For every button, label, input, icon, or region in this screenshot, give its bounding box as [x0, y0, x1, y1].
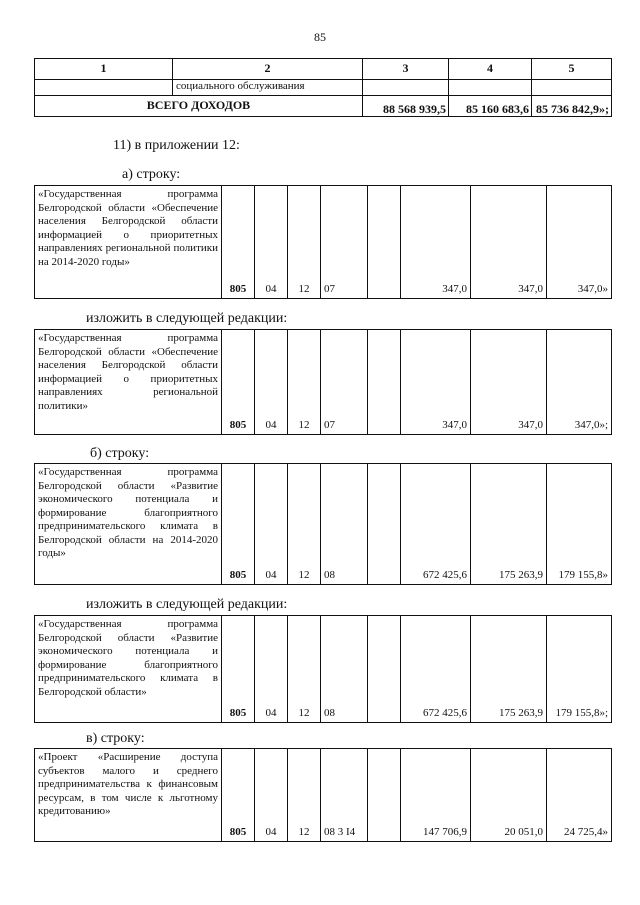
item-c-table — [34, 748, 612, 842]
code-subsection: 12 — [288, 616, 321, 723]
program-name: «Государственная программа Белгородской области «Развитие экономического потенциала и формирование благоприятного предпринимательского климата в Белгородской области» — [35, 616, 222, 723]
value-year-2: 175 263,9 — [471, 464, 547, 585]
program-name: «Государственная программа Белгородской области «Обеспечение населения Белгородской области информацией о приоритетных направлениях региональной политики» — [35, 330, 222, 435]
value-year-3: 347,0»; — [547, 330, 612, 435]
item-a-new-heading: изложить в следующей редакции: — [86, 311, 288, 326]
summary-table — [34, 58, 612, 117]
code-target: 08 — [321, 616, 368, 723]
code-ministry: 805 — [222, 749, 255, 842]
value-year-3: 24 725,4» — [547, 749, 612, 842]
program-name: «Государственная программа Белгородской области «Развитие экономического потенциала и формирование благоприятного предпринимательского климата в Белгородской области на 2014-2020 годы» — [35, 464, 222, 585]
code-section: 04 — [255, 749, 288, 842]
value-year-2: 347,0 — [471, 330, 547, 435]
value-year-2: 175 263,9 — [471, 616, 547, 723]
code-expense-type — [368, 330, 401, 435]
value-year-1: 347,0 — [401, 186, 471, 299]
header-col-2: 2 — [173, 59, 363, 80]
header-col-1: 1 — [35, 59, 173, 80]
code-ministry: 805 — [222, 616, 255, 723]
code-expense-type — [368, 616, 401, 723]
item-b-new-table — [34, 615, 612, 723]
value-year-3: 179 155,8» — [547, 464, 612, 585]
item-a-row — [35, 186, 612, 299]
item-c-row — [35, 749, 612, 842]
total-value-3: 85 736 842,9»; — [532, 96, 612, 117]
item-11-heading: 11) в приложении 12: — [113, 138, 240, 153]
code-subsection: 12 — [288, 186, 321, 299]
program-name: «Проект «Расширение доступа субъектов малого и среднего предпринимательства к финансовым ресурсам, в том числе к льготному кредитованию» — [35, 749, 222, 842]
header-col-4: 4 — [449, 59, 532, 80]
code-expense-type — [368, 749, 401, 842]
value-year-3: 179 155,8»; — [547, 616, 612, 723]
total-label: ВСЕГО ДОХОДОВ — [35, 96, 363, 117]
value-year-1: 672 425,6 — [401, 616, 471, 723]
header-col-5: 5 — [532, 59, 612, 80]
social-service-label: социального обслуживания — [173, 80, 363, 96]
item-a-new-row — [35, 330, 612, 435]
code-ministry: 805 — [222, 186, 255, 299]
code-section: 04 — [255, 464, 288, 585]
page-number: 85 — [314, 30, 326, 44]
item-a-heading: а) строку: — [122, 167, 181, 182]
value-year-2: 20 051,0 — [471, 749, 547, 842]
code-ministry: 805 — [222, 330, 255, 435]
code-target: 07 — [321, 330, 368, 435]
item-a-table — [34, 185, 612, 299]
item-b-table — [34, 463, 612, 585]
code-subsection: 12 — [288, 749, 321, 842]
summary-header-row — [35, 59, 612, 80]
item-a-new-table — [34, 329, 612, 435]
summary-row-social — [35, 80, 612, 96]
value-year-2: 347,0 — [471, 186, 547, 299]
item-b-row — [35, 464, 612, 585]
code-target: 07 — [321, 186, 368, 299]
total-value-1: 88 568 939,5 — [363, 96, 449, 117]
code-expense-type — [368, 464, 401, 585]
value-year-1: 672 425,6 — [401, 464, 471, 585]
code-section: 04 — [255, 330, 288, 435]
total-value-2: 85 160 683,6 — [449, 96, 532, 117]
value-year-1: 347,0 — [401, 330, 471, 435]
program-name: «Государственная программа Белгородской области «Обеспечение населения Белгородской области информацией о приоритетных направлениях региональной политики на 2014-2020 годы» — [35, 186, 222, 299]
code-target: 08 3 I4 — [321, 749, 368, 842]
code-subsection: 12 — [288, 330, 321, 435]
code-expense-type — [368, 186, 401, 299]
code-section: 04 — [255, 186, 288, 299]
item-b-heading: б) строку: — [90, 446, 150, 461]
summary-total-row — [35, 96, 612, 117]
item-b-new-row — [35, 616, 612, 723]
code-section: 04 — [255, 616, 288, 723]
value-year-3: 347,0» — [547, 186, 612, 299]
code-target: 08 — [321, 464, 368, 585]
code-subsection: 12 — [288, 464, 321, 585]
value-year-1: 147 706,9 — [401, 749, 471, 842]
header-col-3: 3 — [363, 59, 449, 80]
code-ministry: 805 — [222, 464, 255, 585]
item-b-new-heading: изложить в следующей редакции: — [86, 597, 288, 612]
item-c-heading: в) строку: — [86, 731, 145, 746]
